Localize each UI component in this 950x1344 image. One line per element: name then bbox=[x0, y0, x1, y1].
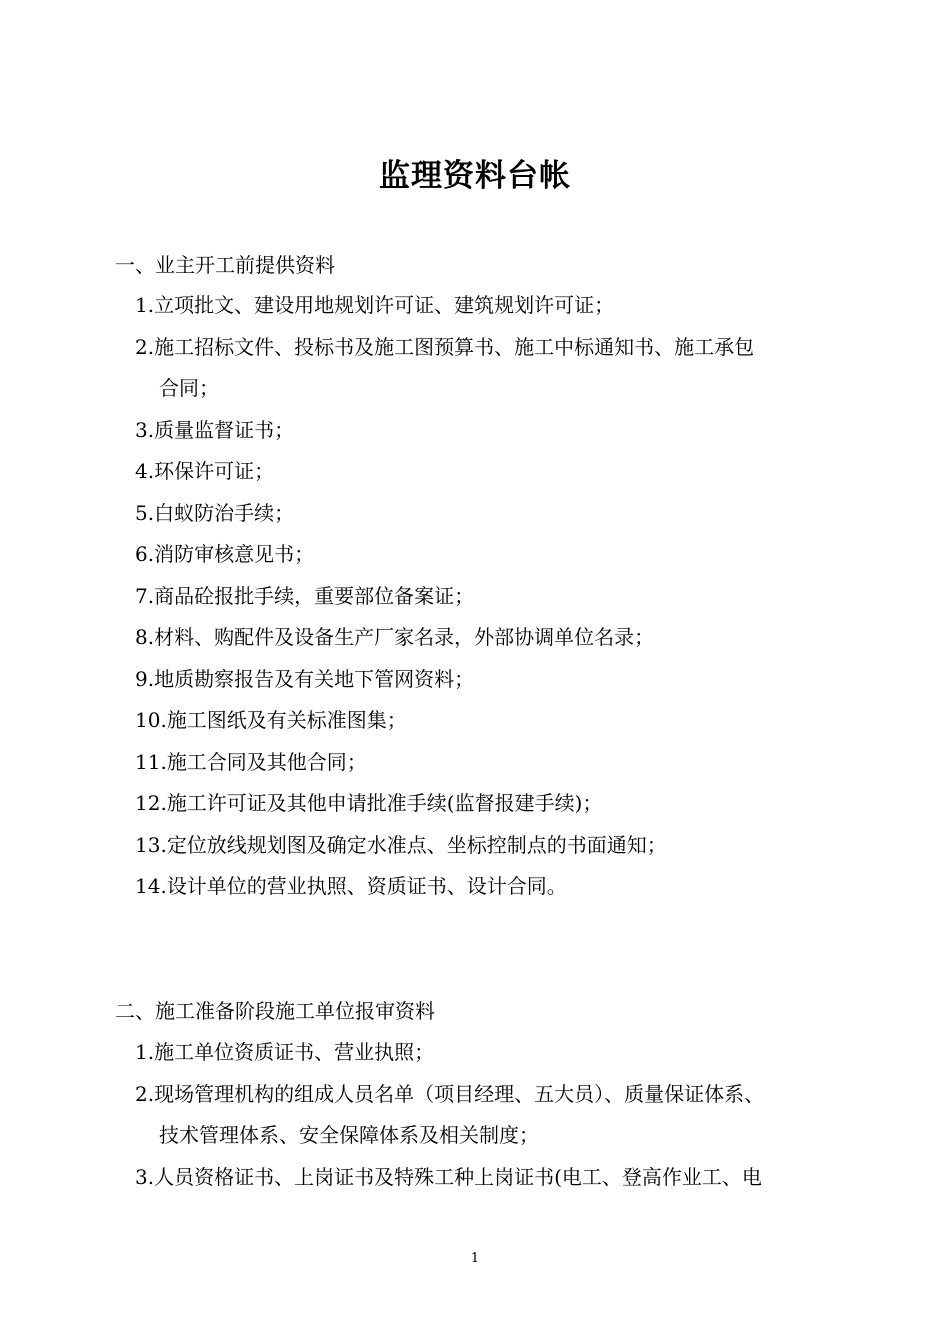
item-number: 13. bbox=[135, 833, 167, 857]
item-text: 设计单位的营业执照、资质证书、设计合同。 bbox=[166, 874, 567, 898]
item-number: 8. bbox=[135, 625, 155, 649]
document-title: 监理资料台帐 bbox=[379, 158, 571, 194]
list-item bbox=[135, 664, 474, 694]
item-number: 2. bbox=[135, 1082, 155, 1106]
list-item bbox=[135, 456, 274, 486]
item-number: 7. bbox=[135, 584, 155, 608]
item-number: 1. bbox=[135, 1040, 155, 1064]
list-item bbox=[135, 622, 654, 652]
item-text: 白蚁防治手续； bbox=[154, 501, 295, 525]
section-heading-1: 一、业主开工前提供资料 bbox=[115, 253, 335, 277]
item-number: 12. bbox=[135, 791, 167, 815]
item-number: 14. bbox=[135, 874, 167, 898]
item-text: 立项批文、建设用地规划许可证、建筑规划许可证； bbox=[154, 293, 615, 317]
item-text: 消防审核意见书； bbox=[154, 542, 315, 566]
list-item bbox=[135, 830, 667, 860]
item-number: 10. bbox=[135, 708, 167, 732]
list-item bbox=[135, 290, 614, 320]
item-text: 施工合同及其他合同； bbox=[166, 750, 367, 774]
item-text: 环保许可证； bbox=[154, 459, 275, 483]
section-heading-2: 二、施工准备阶段施工单位报审资料 bbox=[115, 999, 435, 1023]
list-item bbox=[135, 539, 314, 569]
list-item bbox=[135, 788, 602, 818]
item-text: 质量监督证书； bbox=[154, 418, 295, 442]
item-text: 人员资格证书、上岗证书及特殊工种上岗证书(电工、登高作业工、电 bbox=[154, 1165, 762, 1189]
item-number: 1. bbox=[135, 293, 155, 317]
item-number: 5. bbox=[135, 501, 155, 525]
item-text: 施工许可证及其他申请批准手续(监督报建手续)； bbox=[166, 791, 603, 815]
item-number: 4. bbox=[135, 459, 155, 483]
item-text: 材料、购配件及设备生产厂家名录，外部协调单位名录； bbox=[154, 625, 655, 649]
item-text: 地质勘察报告及有关地下管网资料； bbox=[154, 667, 475, 691]
item-continuation: 合同； bbox=[159, 376, 219, 400]
item-text: 施工招标文件、投标书及施工图预算书、施工中标通知书、施工承包 bbox=[154, 335, 755, 359]
list-item bbox=[135, 747, 367, 777]
item-number: 2. bbox=[135, 335, 155, 359]
list-item bbox=[135, 705, 407, 735]
list-item bbox=[135, 332, 754, 362]
item-text: 商品砼报批手续，重要部位备案证； bbox=[154, 584, 475, 608]
item-number: 6. bbox=[135, 542, 155, 566]
list-item bbox=[135, 581, 474, 611]
item-number: 3. bbox=[135, 418, 155, 442]
item-continuation: 技术管理体系、安全保障体系及相关制度； bbox=[159, 1123, 539, 1147]
item-number: 3. bbox=[135, 1165, 155, 1189]
list-item bbox=[135, 1162, 762, 1192]
item-text: 定位放线规划图及确定水准点、坐标控制点的书面通知； bbox=[166, 833, 667, 857]
list-item bbox=[135, 1079, 764, 1109]
item-number: 9. bbox=[135, 667, 155, 691]
item-text: 施工单位资质证书、营业执照； bbox=[154, 1040, 435, 1064]
page-number: 1 bbox=[470, 1251, 480, 1266]
list-item bbox=[135, 1037, 434, 1067]
item-text: 现场管理机构的组成人员名单（项目经理、五大员）、质量保证体系、 bbox=[154, 1082, 765, 1106]
item-number: 11. bbox=[135, 750, 167, 774]
list-item bbox=[135, 871, 567, 901]
item-text: 施工图纸及有关标准图集； bbox=[166, 708, 407, 732]
list-item bbox=[135, 415, 294, 445]
list-item bbox=[135, 498, 294, 528]
